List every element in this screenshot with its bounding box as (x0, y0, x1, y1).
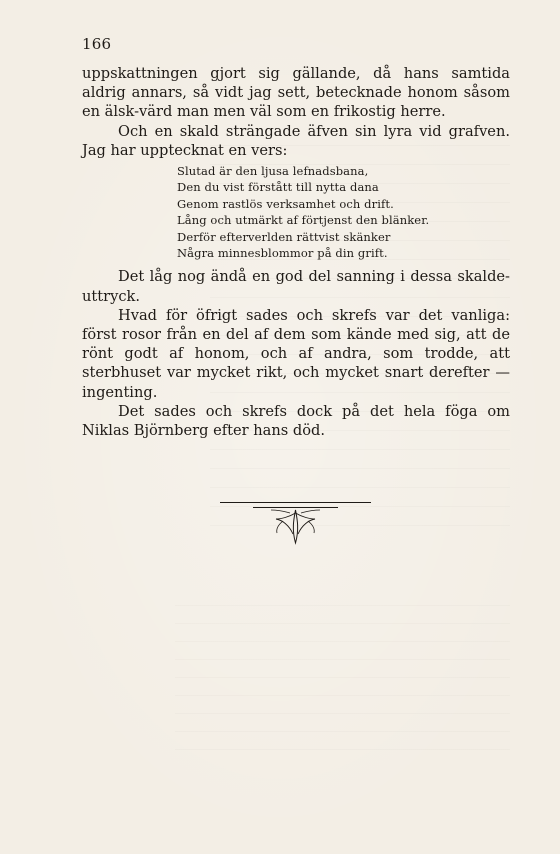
paragraph: Och en skald strängade äfven sin lyra vid grafven. Jag har upptecknat en vers: (82, 122, 510, 159)
bleed-through-text-lower (175, 605, 510, 750)
poem-line: Några minnesblommor på din grift. (177, 246, 388, 261)
poem-line: Derför efterverlden rättvist skänker (177, 229, 391, 244)
paragraph: uppskattningen gjort sig gällande, då hans samtida aldrig annars, så vidt jag sett, betecknade honom såsom en älsk-värd man men väl som en frikostig herre. (82, 65, 510, 121)
poem-line: Genom rastlös verksamhet och drift. (177, 196, 394, 211)
paragraph: Det sades och skrefs dock på det hela föga om Niklas Björnberg efter hans död. (82, 402, 510, 440)
poem (177, 163, 510, 261)
paragraph: Det låg nog ändå en god del sanning i dessa skalde-uttryck. (82, 268, 510, 305)
poem-line: Lång och utmärkt af förtjenst den blänker. (177, 213, 430, 228)
page-number: 166 (82, 35, 112, 53)
ornament-divider (220, 501, 371, 546)
poem-line: Den du vist förstått till nytta dana (177, 180, 379, 195)
poem-line: Slutad är den ljusa lefnadsbana, (177, 164, 369, 179)
paragraph: Hvad för öfrigt sades och skrefs var det vanliga: först rosor från en del af dem som kände med sig, att de rönt godt af honom, och af andra, som trodde, att sterbhuset var mycket rikt, och mycket snart derefter — ingenting. (82, 306, 510, 401)
main-text (82, 64, 510, 440)
